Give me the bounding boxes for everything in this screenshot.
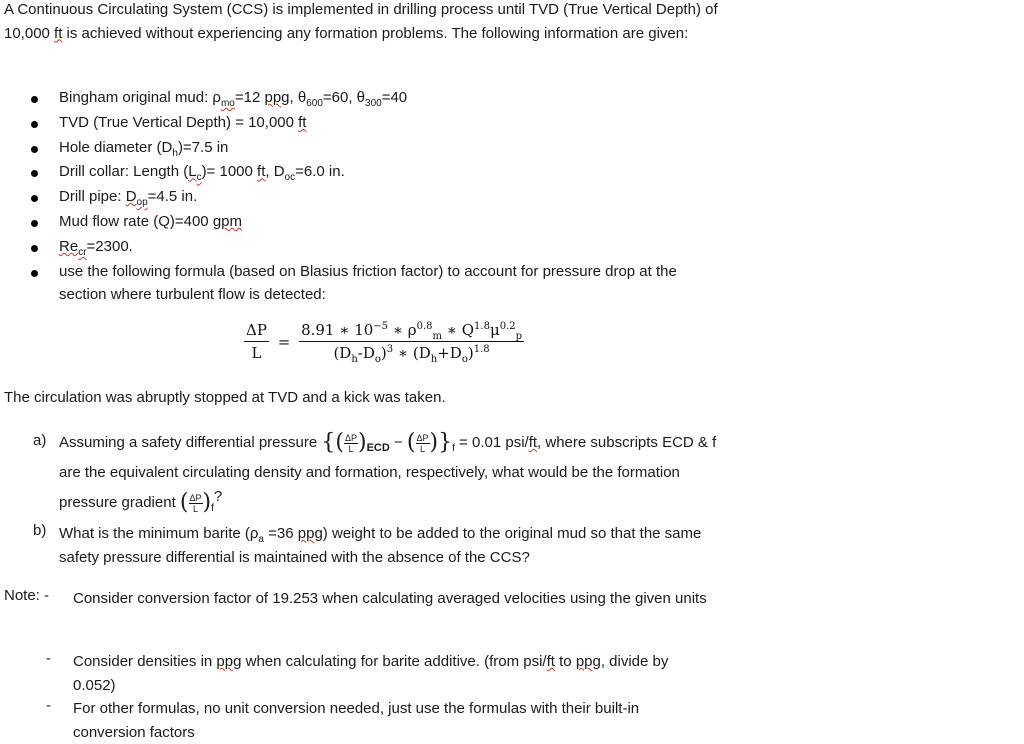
list-item-mud [0, 86, 1000, 111]
den-f: ) [467, 344, 474, 362]
dp-ecd-den: L [348, 443, 354, 454]
brace-close-icon: )} [429, 430, 453, 456]
question-b-text2: =36 [263, 525, 298, 542]
rhs-rho-exp: 0.8 [416, 321, 433, 332]
lhs-numerator: ΔP [244, 320, 269, 342]
equals-sign: = [277, 332, 291, 351]
question-mark: ? [213, 488, 223, 506]
f-sub: f [452, 443, 455, 454]
pipe-od: =4.5 in. [147, 188, 198, 206]
pipe-sub-op: op [136, 197, 148, 209]
den-h2: h [430, 354, 438, 365]
hole-text: Hole diameter (D [59, 138, 173, 156]
lhs-denominator: L [251, 344, 262, 362]
rhs-mu-sub: p [515, 331, 522, 342]
ecd-sub: ECD [366, 442, 390, 454]
dash-marker: - [46, 697, 51, 714]
dp-f-fraction [416, 433, 430, 454]
collar-text: Drill collar: Length ( [59, 163, 189, 181]
note2-a: Consider densities in [73, 653, 217, 670]
dp-f-num: ΔP [416, 432, 429, 443]
dash-marker: - [46, 650, 51, 667]
mud-sub-600: 600 [306, 98, 323, 109]
pipe-text: Drill pipe: [59, 188, 126, 206]
rhs-fraction [299, 320, 524, 363]
paren-close2-icon: ) [202, 490, 212, 516]
f2-sub: f [211, 503, 214, 515]
pressure-drop-formula [244, 320, 524, 368]
hole-value: )=7.5 in [177, 138, 229, 156]
list-item-formula-note [0, 260, 1000, 310]
formula-note-text: use the following formula (based on Blasius friction factor) to account for pressure drop at the section where turbulent flow is detected: [59, 262, 677, 304]
list-item-pipe [0, 185, 1000, 210]
rhs-mu: μ [489, 321, 500, 339]
lhs-fraction [244, 320, 269, 363]
den-o: o [374, 354, 381, 365]
note2-c: to [554, 653, 576, 670]
den-c: ) [380, 344, 387, 362]
den-exp1: 3 [386, 344, 394, 355]
minus-sign: − [389, 434, 407, 451]
barite-sub: a [258, 534, 264, 545]
re-sub-cr: cr [78, 246, 87, 258]
dp-ecd-num: ΔP [344, 432, 357, 443]
question-b-text3: ) weight to be added to the original mud so that the same safety pressure differential is maintained with the absence of the CCS? [59, 525, 702, 566]
tvd-text: TVD (True Vertical Depth) = 10,000 [59, 113, 299, 131]
den-o2: o [461, 354, 468, 365]
list-item-collar [0, 160, 1000, 185]
collar-sub-c: c [196, 172, 202, 184]
rhs-exp: −5 [373, 321, 389, 332]
collar-d: , D [265, 163, 285, 181]
paren-open2-icon: ( [179, 490, 189, 516]
brace-open-icon: {( [321, 430, 344, 456]
dp-f2-num: ΔP [189, 492, 202, 503]
pipe-D: D [125, 188, 137, 206]
paren-open-icon: ( [406, 430, 416, 456]
note2-d: , divide by 0.052) [73, 653, 669, 694]
question-a-body [59, 428, 729, 518]
flow-text: Mud flow rate (Q)=400 [59, 212, 213, 230]
bullet-icon [31, 195, 38, 202]
rhs-q: ∗ Q [442, 321, 475, 339]
question-a-text3: , where subscripts ECD & f are the equivalent circulating density and formation, respectively, what would be the formation pressure gradient [59, 434, 717, 512]
list-item-tvd [0, 111, 1000, 136]
bullet-icon [31, 146, 38, 153]
note-item-2-text [73, 650, 713, 697]
re-value: =2300. [86, 237, 133, 255]
den-e: +D [437, 344, 462, 362]
den-a: (D [333, 344, 352, 362]
list-item-hole [0, 136, 1000, 161]
bullet-icon [31, 245, 38, 252]
collar-unit-ft: ft [257, 163, 266, 181]
re-symbol: Re [59, 237, 79, 255]
note-item-3-text: For other formulas, no unit conversion needed, just use the formulas with their built-in conversion factors [73, 700, 640, 741]
question-a-text1: Assuming a safety differential pressure [59, 434, 322, 451]
hole-sub-h: h [172, 147, 178, 159]
list-item-flow [0, 210, 1000, 235]
intro-text: A Continuous Circulating System (CCS) is implemented in drilling process until TVD (True Vertical Depth) of 10,000 [4, 1, 718, 42]
rhs-coef: 8.91 ∗ 10 [301, 321, 374, 339]
mud-sub-300: 300 [365, 98, 382, 109]
note2-ppg1: ppg [216, 653, 242, 670]
flow-unit-gpm: gpm [212, 212, 243, 230]
intro-text-end: is achieved without experiencing any formation problems. The following information are given: [62, 24, 689, 42]
bullet-icon [31, 96, 38, 103]
dp-ecd-fraction [344, 433, 358, 454]
den-b: -D [357, 344, 375, 362]
dp-f-den: L [420, 443, 426, 454]
rhs-rho: ∗ ρ [388, 321, 417, 339]
question-a-text2: = 0.01 psi/ [454, 434, 529, 451]
question-b-label: b) [33, 522, 47, 539]
given-data-list [0, 86, 1000, 310]
rhs-q-exp: 1.8 [474, 321, 490, 332]
bullet-icon [31, 170, 38, 177]
den-h: h [351, 354, 358, 365]
question-b-unit-ppg: ppg [297, 525, 323, 542]
bullet-icon [31, 121, 38, 128]
tvd-unit-ft: ft [298, 113, 307, 131]
intro-paragraph [4, 0, 734, 45]
collar-length: )= 1000 [201, 163, 258, 181]
question-a-label: a) [33, 432, 47, 449]
list-item-re [0, 235, 1000, 260]
note2-ft: ft [546, 653, 555, 670]
question-a-unit-ft: ft [528, 434, 538, 451]
dp-f2-den: L [193, 503, 199, 514]
rhs-rho-sub: m [432, 331, 442, 342]
note-item-1-text: Consider conversion factor of 19.253 when calculating averaged velocities using the given units [73, 590, 707, 607]
collar-sub-oc: oc [284, 172, 296, 184]
mud-unit-ppg: ppg [264, 89, 290, 106]
note2-ppg2: ppg [575, 653, 601, 670]
kick-statement: The circulation was abruptly stopped at TVD and a kick was taken. [4, 389, 446, 406]
rhs-denominator [331, 342, 491, 363]
den-exp2: 1.8 [473, 344, 490, 355]
bullet-icon [31, 270, 38, 277]
question-b-text1: What is the minimum barite (ρ [59, 525, 259, 542]
mud-theta300: =40 [381, 89, 408, 106]
mud-label: Bingham original mud: ρ [59, 89, 221, 106]
collar-L: L [188, 163, 197, 181]
paren-close-icon: ) [357, 430, 367, 456]
mud-theta: , θ [289, 89, 307, 106]
mud-density: =12 [234, 89, 265, 106]
note-label: Note: - [4, 587, 50, 604]
intro-unit-ft: ft [54, 24, 63, 42]
note2-b: when calculating for barite additive. (from psi/ [241, 653, 547, 670]
mud-sub-mo: mo [220, 98, 235, 109]
den-d: ∗ (D [393, 344, 431, 362]
rhs-mu-exp: 0.2 [499, 321, 516, 332]
collar-od: =6.0 in. [295, 163, 345, 181]
rhs-numerator [299, 320, 524, 342]
question-b-body [59, 522, 729, 569]
bullet-icon [31, 220, 38, 227]
mud-theta600: =60, θ [322, 89, 366, 106]
dp-f2-fraction [189, 493, 203, 514]
